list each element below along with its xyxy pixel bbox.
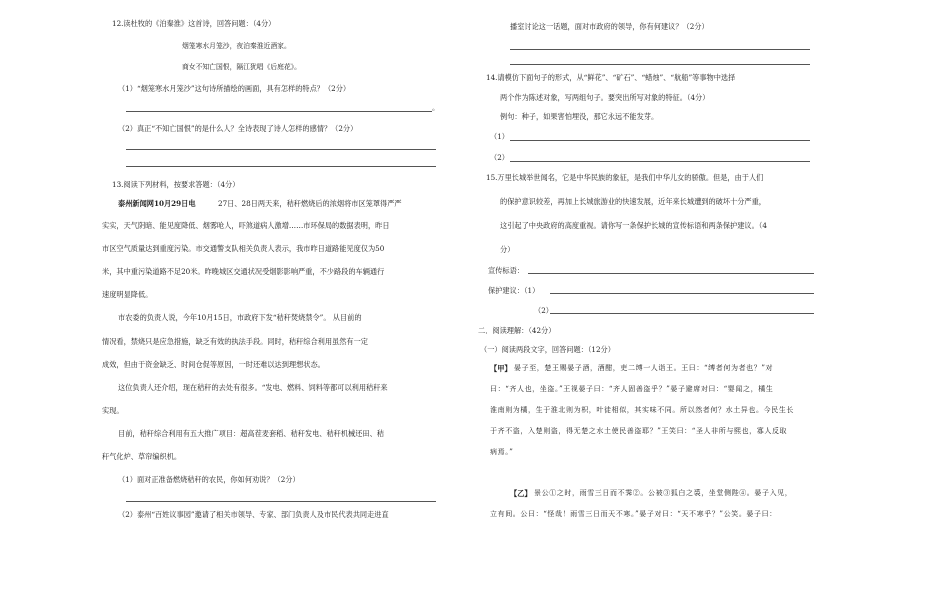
news-line-8: 成效，但由于资金缺乏、时间仓促等原因，一时还难以达到理想状态。 [102,360,325,369]
q12-title: 12.读杜牧的《泊秦淮》这首诗，回答问题：（4分） [112,19,276,28]
q12-poem-line2: 商女不知亡国恨，隔江犹唱《后庭花》。 [182,63,301,71]
q13-answer-line-3[interactable] [510,64,810,65]
q12-question-2: （2）真正“不知亡国恨”的是什么人？全诗表现了诗人怎样的感情？（2分） [118,124,358,133]
q15-line-4: 分） [500,245,515,254]
part-1-heading: （一）阅读两段文字，回答问题：（12分） [480,345,615,354]
q14-answer-line-2[interactable] [510,161,810,162]
passage-yi-line-1: 景公①之时，雨雪三日而不霁②。公被③狐白之裘，坐堂侧陛④。晏子入见， [534,489,793,497]
q13-answer-line-1[interactable] [126,501,436,502]
q13-answer-line-2[interactable] [510,49,810,50]
q14-answer-label-1: （1） [490,132,509,141]
q13-question-1: （1）面对正准备燃烧秸秆的农民，你如何劝说？（2分） [118,475,300,484]
advice-label-1: 保护建议：（1） [488,286,540,295]
news-line-2: 实实，天气阴暗、能见度降低、烟雾呛人，吓煞道病人激增……市环保局的数据表明，昨日 [102,221,390,230]
passage-jia-line-1: 晏子至，楚王赐晏子酒，酒酣，吏二缚一人诣王。王曰：“缚者何为者也？”对 [514,364,774,372]
q14-line-1: 14.请模仿下面句子的形式，从“鲜花”、“矿石”、“蜡烛”、“航船”等事物中选择 [486,73,736,82]
news-line-9: 这位负责人还介绍，现在秸秆的去处有很多。“发电、燃料、饲料等都可以利用秸秆来 [118,383,388,392]
news-line-7: 情况看，禁烧只是应急措施，缺乏有效的执法手段。同时，秸秆综合利用虽然有一定 [102,337,368,346]
q12-poem-line1: 烟笼寒水月笼沙，夜泊秦淮近酒家。 [182,42,291,50]
q15-line-1: 15.万里长城举世闻名，它是中华民族的象征，是我们中华儿女的骄傲。但是，由于人们 [486,173,764,182]
q14-example: 例句：种子，如果害怕埋没，那它永远不能发芽。 [500,112,659,121]
section-2-heading: 二．阅读理解：（42分） [478,326,556,335]
q12-answer-end: 。 [432,103,440,112]
advice-answer-line-2[interactable] [550,313,814,314]
q14-answer-label-2: （2） [490,153,509,162]
slogan-answer-line[interactable] [528,273,814,274]
q12-answer-line-3[interactable] [126,166,436,167]
q15-line-3: 这引起了中央政府的高度重视。请你写一条保护长城的宣传标语和两条保护建议。（4 [500,221,767,230]
news-headline: 泰州新闻网10月29日电 [118,199,196,208]
news-line-11: 目前，秸秆综合利用有五大推广项目：超高茬麦套稻、秸秆发电、秸秆机械还田、秸 [118,429,384,438]
passage-jia-line-4: 于齐不盗，入楚则盗，得无楚之水土使民善盗耶？”王笑曰：“圣人非所与熙也，寡人反取 [490,427,788,435]
news-line-1: 27日、28日两天来，秸秆燃烧后的浓烟将市区笼罩得严严 [218,199,402,208]
slogan-label: 宣传标语： [488,266,524,275]
passage-jia-tag: 【甲】 [490,364,512,373]
news-line-6: 市农委的负责人说，今年10月15日，市政府下发“秸秆焚烧禁令”。 从目前的 [118,313,362,322]
news-line-3: 市区空气质量达到重度污染。市交通警支队相关负责人表示，我市昨日道路能见度仅为50 [102,244,385,253]
q14-answer-line-1[interactable] [510,140,810,141]
advice-label-2: （2） [534,306,553,315]
news-line-10: 实现。 [102,406,124,415]
passage-yi-line-2: 立有间。公曰：“怪哉！雨雪三日而天不寒。”晏子对曰：“天不寒乎？”公笑。晏子曰： [490,510,777,518]
advice-answer-line-1[interactable] [550,293,814,294]
news-line-5: 速度明显降低。 [102,290,153,299]
q12-answer-line-2[interactable] [126,149,436,150]
passage-yi-tag: 【乙】 [510,489,532,498]
q15-line-2: 的保护意识较差，再加上长城旅游业的快速发展，近年来长城遭到的破坏十分严重， [500,197,766,206]
q12-question-1: （1）“烟笼寒水月笼沙”这句诗所描绘的画面，具有怎样的特点？（2分） [118,84,351,93]
q13-title: 13.阅读下列材料，按要求答题：（4分） [112,180,240,189]
q13-question-2-cont: 播室讨论这一话题，面对市政府的领导，你有何建议？（2分） [510,22,709,31]
news-line-4: 米，其中重污染道路不足20米。昨晚城区交通状况受烟影影响严重，不少路段的车辆通行 [102,267,385,276]
passage-jia-line-5: 病焉。” [490,448,514,456]
passage-jia-line-2: 曰：“齐人也，坐盗。”王视晏子曰：“齐人固善盗乎？”晏子避席对曰：“婴闻之，橘生 [490,385,774,393]
q13-question-2: （2）泰州“百姓议事园”邀请了相关市领导、专家、部门负责人及市民代表共同走进直 [118,510,389,519]
news-line-12: 秆气化炉、草帘编织机。 [102,452,182,461]
passage-jia-line-3: 淮南则为橘，生于淮北则为枳，叶徒相似，其实味不同。所以然者何？水土异也。今民生长 [490,406,794,414]
q12-answer-line-1[interactable] [126,111,432,112]
q14-line-2: 两个作为陈述对象，写两组句子。要突出所写对象的特征。（4分） [500,93,710,102]
